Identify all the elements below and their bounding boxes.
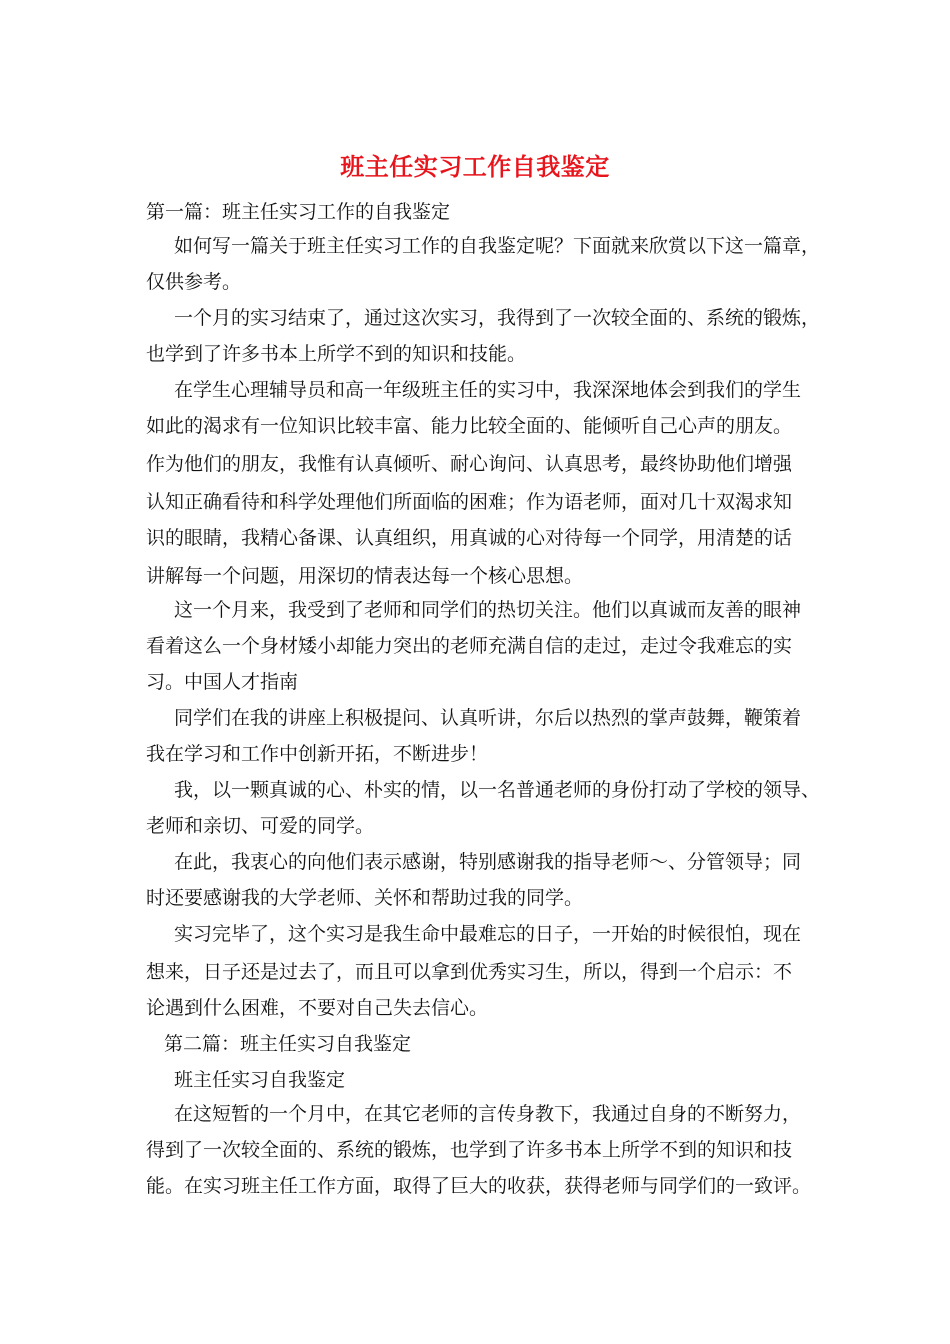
- paragraph-line: 作为他们的朋友，我惟有认真倾听、耐心询问、认真思考，最终协助他们增强: [146, 453, 793, 475]
- paragraph-line: 一个月的实习结束了，通过这次实习，我得到了一次较全面的、系统的锻炼，: [174, 307, 821, 329]
- paragraph-line: 老师和亲切、可爱的同学。: [146, 815, 375, 837]
- paragraph-line: 识的眼睛，我精心备课、认真组织，用真诚的心对待每一个同学，用清楚的话: [146, 527, 793, 549]
- paragraph-line: 如此的渴求有一位知识比较丰富、能力比较全面的、能倾听自己心声的朋友。: [146, 415, 793, 437]
- paragraph-line: 在这短暂的一个月中，在其它老师的言传身教下，我通过自身的不断努力，: [174, 1103, 802, 1125]
- subsection-title: 班主任实习自我鉴定: [174, 1069, 346, 1091]
- paragraph-line: 认知正确看待和科学处理他们所面临的困难；作为语老师，面对几十双渴求知: [146, 491, 793, 513]
- paragraph-line: 这一个月来，我受到了老师和同学们的热切关注。他们以真诚而友善的眼神: [174, 599, 802, 621]
- section-heading-2: 第二篇：班主任实习自我鉴定: [164, 1033, 412, 1055]
- paragraph-line: 实习完毕了，这个实习是我生命中最难忘的日子，一开始的时候很怕，现在: [174, 923, 802, 945]
- section-heading-1: 第一篇：班主任实习工作的自我鉴定: [146, 201, 451, 223]
- paragraph-line: 看着这么一个身材矮小却能力突出的老师充满自信的走过，走过令我难忘的实: [146, 635, 793, 657]
- paragraph-line: 仅供参考。: [146, 271, 242, 293]
- paragraph-line: 同学们在我的讲座上积极提问、认真听讲，尔后以热烈的掌声鼓舞，鞭策着: [174, 707, 802, 729]
- paragraph-line: 如何写一篇关于班主任实习工作的自我鉴定呢？下面就来欣赏以下这一篇章，: [174, 235, 821, 257]
- paragraph-line: 我，以一颗真诚的心、朴实的情，以一名普通老师的身份打动了学校的领导、: [174, 779, 821, 801]
- paragraph-line: 得到了一次较全面的、系统的锻炼，也学到了许多书本上所学不到的知识和技: [146, 1139, 793, 1161]
- paragraph-line: 想来，日子还是过去了，而且可以拿到优秀实习生，所以，得到一个启示：不: [146, 961, 793, 983]
- paragraph-line: 习。中国人才指南: [146, 671, 299, 693]
- paragraph-line: 也学到了许多书本上所学不到的知识和技能。: [146, 343, 527, 365]
- paragraph-line: 能。在实习班主任工作方面，取得了巨大的收获，获得老师与同学们的一致评。: [146, 1175, 812, 1197]
- paragraph-line: 讲解每一个问题，用深切的情表达每一个核心思想。: [146, 565, 584, 587]
- paragraph-line: 时还要感谢我的大学老师、关怀和帮助过我的同学。: [146, 887, 584, 909]
- paragraph-line: 在此，我衷心的向他们表示感谢，特别感谢我的指导老师～、分管领导；同: [174, 851, 802, 873]
- paragraph-line: 我在学习和工作中创新开拓，不断进步！: [146, 743, 489, 765]
- paragraph-line: 在学生心理辅导员和高一年级班主任的实习中，我深深地体会到我们的学生: [174, 379, 802, 401]
- document-title: 班主任实习工作自我鉴定: [340, 152, 610, 181]
- paragraph-line: 论遇到什么困难，不要对自己失去信心。: [146, 997, 489, 1019]
